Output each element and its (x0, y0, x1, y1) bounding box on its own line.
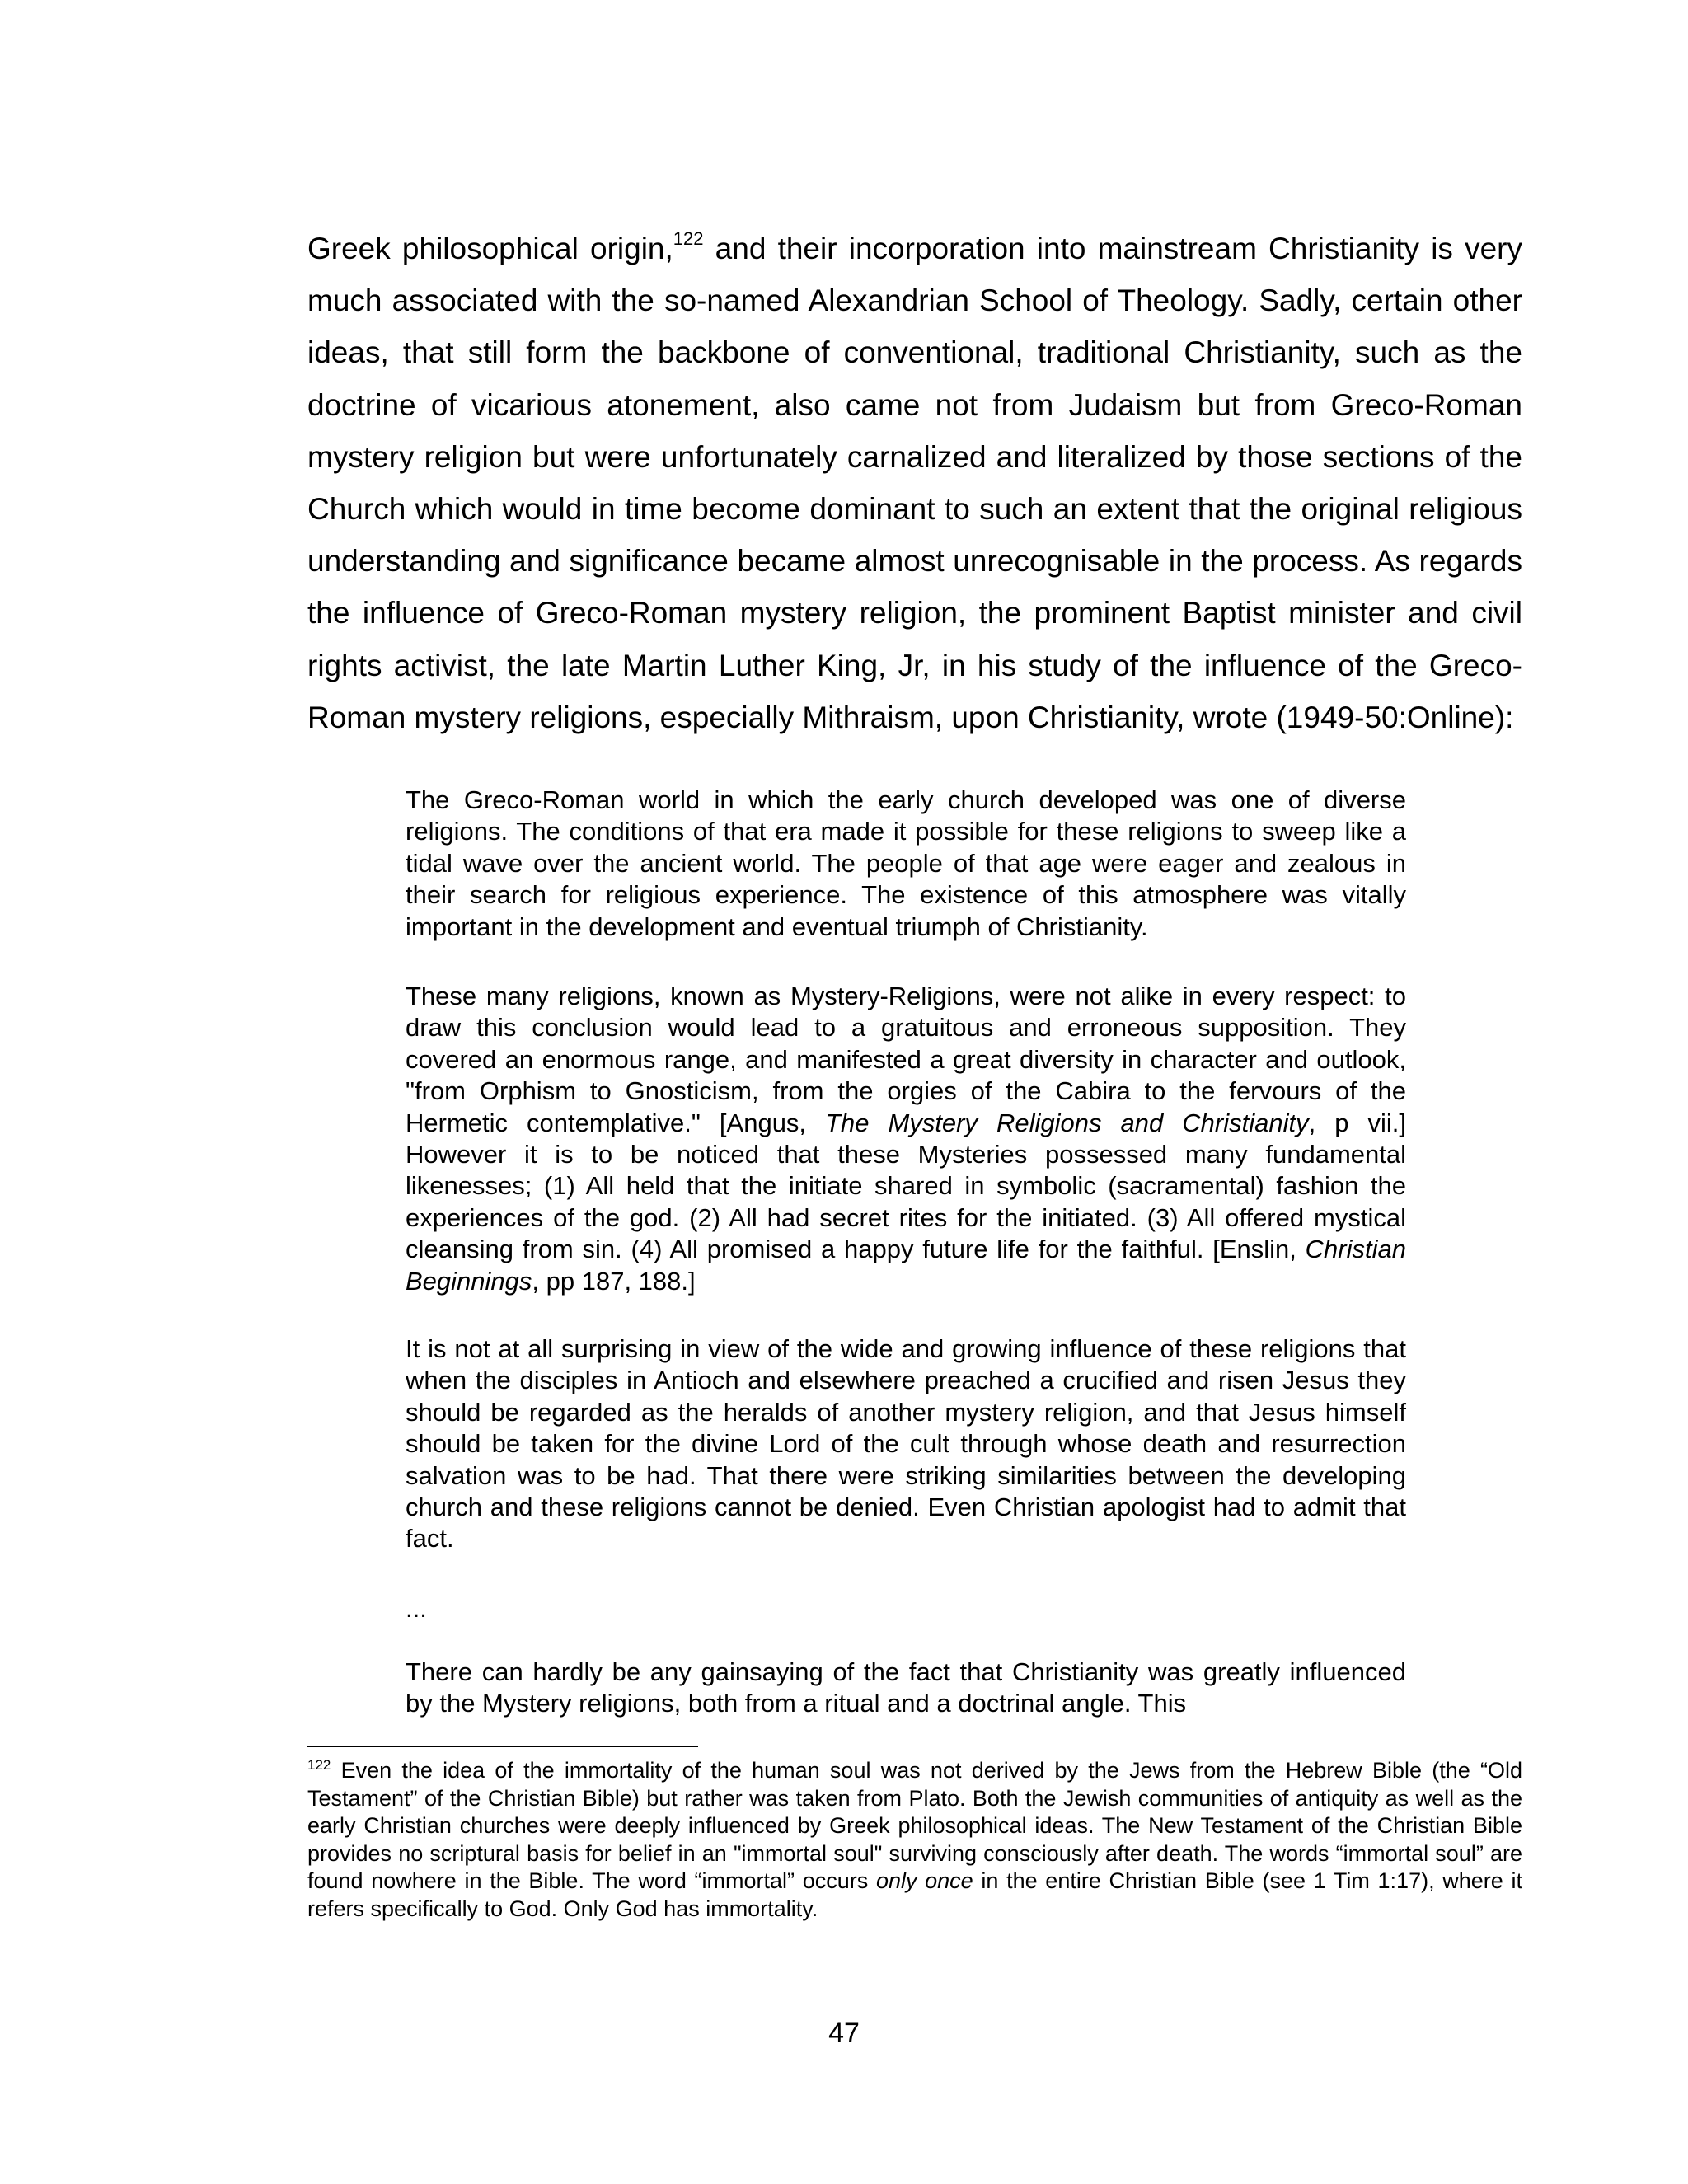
footnote-122 (307, 1757, 1522, 1924)
footnote-reference[interactable]: 122 (673, 228, 704, 249)
body-text-after-note: and their incorporation into mainstream Christianity is very much associated with the so-named Alexandrian School of Theology. Sadly, certain other ideas, that still form the backbone of conventional, traditional Christianity, such as the doctrine of vicarious atonement, also came not from Judaism but from Greco-Roman mystery religion but were unfortunately carnalized and literalized by those sections of the Church which would in time become dominant to such an extent that the original religious understanding and significance became almost unrecognisable in the process. As regards the influence of Greco-Roman mystery religion, the prominent Baptist minister and civil rights activist, the late Martin Luther King, Jr, in his study of the influence of the Greco-Roman mystery religions, especially Mithraism, upon Christianity, wrote (1949-50:Online): (307, 232, 1523, 734)
body-paragraph (307, 223, 1522, 743)
page-number: 47 (828, 2018, 860, 2049)
quote-paragraph-4: There can hardly be any gainsaying of the fact that Christianity was greatly influenced by the Mystery religions, both from a ritual and a doctrinal angle. This (406, 1657, 1406, 1718)
footnote-divider (307, 1746, 698, 1747)
body-text-before-note: Greek philosophical origin, (307, 232, 673, 265)
quote-paragraph-3: It is not at all surprising in view of the wide and growing influence of these religions that when the disciples in Antioch and elsewhere preached a crucified and risen Jesus they should be regarded as the heralds of another mystery religion, and that Jesus himself should be taken for the divine Lord of the cult through whose death and resurrection salvation was to be had. That there were striking similarities between the developing church and these religions cannot be denied. Even Christian apologist had to admit that fact. (406, 1334, 1406, 1554)
footnote-emphasis: only once (875, 1868, 973, 1894)
footnote-text-part-b: in the entire Christian Bible (see 1 Tim 1:17), where it refers specifically to God. Only God has immortality. (307, 1868, 1522, 1921)
quote-text-part-c: , pp 187, 188.] (532, 1266, 696, 1296)
quote-text-part-a: These many religions, known as Mystery-Religions, were not alike in every respect: to draw this conclusion would lead to a gratuitous and erroneous supposition. They covered an enormous range, and manifested a great diversity in character and outlook, "from Orphism to Gnosticism, from the orgies of the Cabira to the fervours of the Hermetic contemplative." [Angus, (406, 982, 1406, 1137)
book-title-angus: The Mystery Religions and Christianity (825, 1108, 1309, 1137)
quote-ellipsis: ... (406, 1594, 427, 1623)
footnote-text-part-a: Even the idea of the immortality of the human soul was not derived by the Jews from the Hebrew Bible (the “Old Testament” of the Christian Bible) but rather was taken from Plato. Both the Jewish communities of antiquity as well as the early Christian churches were deeply influenced by Greek philosophical ideas. The New Testament of the Christian Bible provides no scriptural basis for belief in an "immortal soul" surviving consciously after death. The words “immortal soul” are found nowhere in the Bible. The word “immortal” occurs (307, 1758, 1522, 1894)
quote-text-part-b: , p vii.] However it is to be noticed that these Mysteries possessed many fundamental likenesses; (1) All held that the initiate shared in symbolic (sacramental) fashion the experiences of the god. (2) All had secret rites for the initiated. (3) All offered mystical cleansing from sin. (4) All promised a happy future life for the faithful. [Enslin, (406, 1108, 1406, 1264)
quote-paragraph-1: The Greco-Roman world in which the early church developed was one of diverse religions. The conditions of that era made it possible for these religions to sweep like a tidal wave over the ancient world. The people of that age were eager and zealous in their search for religious experience. The existence of this atmosphere was vitally important in the development and eventual triumph of Christianity. (406, 785, 1406, 941)
book-title-enslin: Christian Beginnings (406, 1235, 1406, 1296)
footnote-marker: 122 (307, 1757, 331, 1773)
quote-paragraph-2 (406, 981, 1406, 1297)
